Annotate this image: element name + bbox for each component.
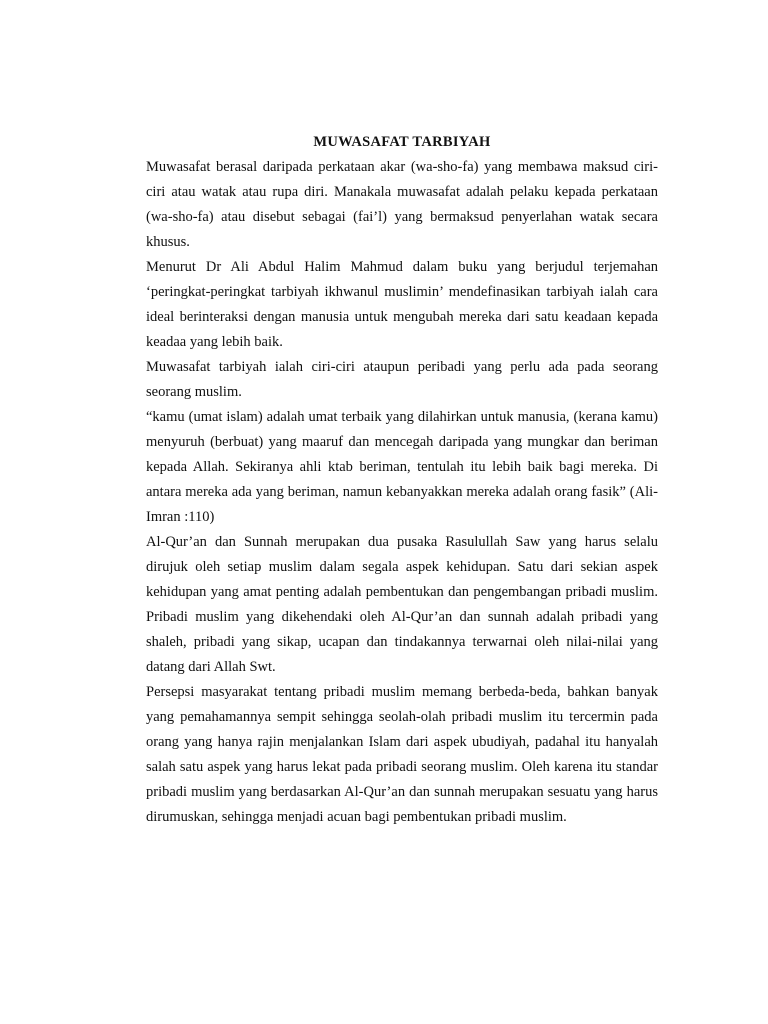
paragraph-quran-quote: “kamu (umat islam) adalah umat terbaik yang dilahirkan untuk manusia, (kerana kamu) menyuruh (berbuat) yang maaruf dan mencegah daripada yang mungkar dan beriman kepada Allah. Sekiranya ahli ktab beriman, tentulah itu lebih baik bagi mereka. Di antara mereka ada yang beriman, namun kebanyakkan mereka adalah orang fasik” (Ali-Imran :110) (146, 409, 658, 525)
paragraph-definition: Muwasafat berasal daripada perkataan akar (wa-sho-fa) yang membawa maksud ciri-ciri atau watak atau rupa diri. Manakala muwasafat adalah pelaku kepada perkataan (wa-sho-fa) atau disebut sebagai (fai’l) yang bermaksud penyerlahan watak secara khusus. (146, 159, 658, 250)
document-title: MUWASAFAT TARBIYAH (313, 134, 491, 150)
paragraph-persepsi: Persepsi masyarakat tentang pribadi muslim memang berbeda-beda, bahkan banyak yang pemahamannya sempit sehingga seolah-olah pribadi muslim itu tercermin pada orang yang hanya rajin menjalankan Islam dari aspek ubudiyah, padahal itu hanyalah salah satu aspek yang harus lekat pada pribadi seorang muslim. Oleh karena itu standar pribadi muslim yang berdasarkan Al-Qur’an dan sunnah merupakan sesuatu yang harus dirumuskan, sehingga menjadi acuan bagi pembentukan pribadi muslim. (146, 684, 658, 825)
paragraph-tarbiyah-definition: Menurut Dr Ali Abdul Halim Mahmud dalam buku yang berjudul terjemahan ‘peringkat-peringkat tarbiyah ikhwanul muslimin’ mendefinasikan tarbiyah ialah cara ideal berinteraksi dengan manusia untuk mengubah mereka dari satu keadaan kepada keadaa yang lebih baik. (146, 259, 658, 350)
document-page (146, 130, 658, 830)
paragraph-muwasafat-tarbiyah: Muwasafat tarbiyah ialah ciri-ciri ataupun peribadi yang perlu ada pada seorang seorang muslim. (146, 359, 658, 400)
paragraph-quran-sunnah: Al-Qur’an dan Sunnah merupakan dua pusaka Rasulullah Saw yang harus selalu dirujuk oleh setiap muslim dalam segala aspek kehidupan. Satu dari sekian aspek kehidupan yang amat penting adalah pembentukan dan pengembangan pribadi muslim. Pribadi muslim yang dikehendaki oleh Al-Qur’an dan sunnah adalah pribadi yang shaleh, pribadi yang sikap, ucapan dan tindakannya terwarnai oleh nilai-nilai yang datang dari Allah Swt. (146, 534, 658, 675)
